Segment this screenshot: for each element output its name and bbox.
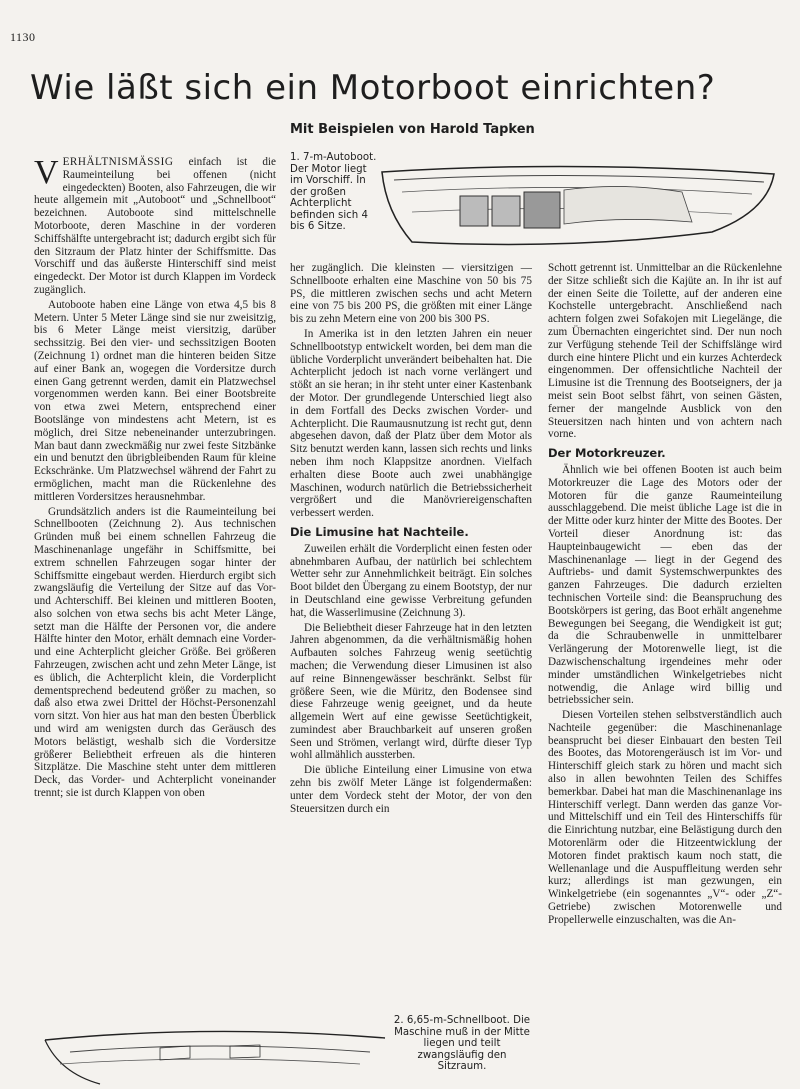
article-column-3 [548,262,782,929]
lead-caps: ERHÄLTNISMÄSSIG [62,156,174,168]
section-heading-limusine: Die Limusine hat Nachteile. [290,524,469,539]
col1-paragraph: Autoboote haben eine Länge von etwa 4,5 bis 8 Metern. Unter 5 Meter Länge sind sie nur zweisitzig, bis 6 Meter Länge meist viersitzig, darüber sechssitzig. Bei den vier- und sechssitzigen Booten (Zeichnung 1) ordnet man die hinteren beiden Sitze auf einer Bank an, wogegen die Vordersitze durch einen Gang getrennt werden, damit ein Platzwechsel vorgenommen werden kann. Bei einer Bootsbreite von etwa zwei Metern, entsprechend einer Bootslänge von mindestens acht Metern, ist es möglich, drei Sitze nebeneinander unterzubringen. Man baut dann zweckmäßig nur zwei feste Sitzbänke ein und benutzt den übrigbleibenden Raum für kleine Eckschränke. Um Platzwechsel während der Fahrt zu ermöglichen, macht man die Rückenlehne des mittleren Vordersitzes herausnehmbar. [34,298,276,503]
col3-paragraph: Ähnlich wie bei offenen Booten ist auch beim Motorkreuzer die Lage des Motors oder der Motoren für die ganze Raumeinteilung ausschlaggebend. Die meist übliche Lage ist die in der Mitte oder kurz hinter der Mitte des Bootes. Der Vorteil dieser Anordnung ist: das Haupteinbaugewicht — eben das der Maschinenanlage — liegt in der Gegend des Auftriebs- und damit Systemschwerpunktes des ganzen Fahrzeuges. Die dadurch erzielten technischen Vorteile sind: die Beanspruchung des Bootskörpers ist gering, das Boot erhält angenehme Bewegungen bei Seegang, die Wendigkeit ist gut; da die Schraubenwelle in unmittelbarer Verlängerung der Motorenwelle liegt, ist die Dazwischenschaltung irgendeines mehr oder minder umständlichen Winkelgetriebes nicht notwendig, die Anlage wird billig und betriebssicher sein. [548,463,782,707]
col1-paragraph: einfach ist die Raumeinteilung bei offenen (nicht eingedeckten) Booten, also Fahrzeugen, die wir heute allgemein mit „Autoboot“ und „Schnellboot“ bezeichnen. Autoboote sind mittelschnelle Motorboote, deren Maschine in der vorderen Schiffshälfte untergebracht ist; dadurch ergibt sich für den Sitzraum der Platz hinter der Schiffsmitte. Das Vorschiff und das äußerste Hinterschiff sind meist eingedeckt. Der Motor ist durch Klappen im Vordeck zugänglich. [34,156,276,296]
col2-paragraph: In Amerika ist in den letzten Jahren ein neuer Schnellbootstyp entwickelt worden, bei dem man die übliche Vorderplicht unverändert beibehalten hat. Die Achterplicht jedoch ist nach vorne verlängert und stößt an sie heran; in ihr steht unter einer Kastenbank der Motor. Der grundlegende Unterschied liegt also in dem Fortfall des Decks zwischen Vorder- und Achterplicht. Die Raumausnutzung ist recht gut, denn abgesehen davon, daß der Platz über dem Motor als Sitz benutzt werden kann, lassen sich rechts und links neben ihm noch Klappsitze anordnen. Vielfach erhalten diese Boote auch zwei unabhängige Maschinen, wodurch natürlich die Betriebssicherheit vergrößert und die Manövriereigenschaften verbessert werden. [290,327,532,520]
section-heading-motorkreuzer: Der Motorkreuzer. [548,446,666,461]
article-column-1 [34,156,276,802]
figure-2-speedboat-drawing [40,1018,390,1088]
col3-paragraph: Diesen Vorteilen stehen selbstverständlich auch Nachteile gegenüber: die Maschinenanlage beansprucht bei dieser Einbauart den besten Teil des Bootes, das Motorengeräusch ist im Vor- und Hinterschiff gleich stark zu hören und macht sich also in allen bewohnten Teilen des Schiffes bemerkbar. Dabei hat man die Maschinenanlage ins Hinterschiff verlegt. Dann werden das ganze Vor- und Mittelschiff und ein Teil des Hinterschiffs für die Einrichtung nutzbar, eine Belästigung durch den Motorenlärm oder die Hitzeentwicklung der Motoren findet praktisch kaum noch statt, die Wellenanlage und die Auspuffleitung werden sehr kurz; allerdings ist man gezwungen, ein Winkelgetriebe (ein sogenanntes „V“- oder „Z“-Getriebe) zwischen Motorenwelle und Propellerwelle einzuschalten, was die An- [548,709,782,926]
drop-cap: V [34,154,59,191]
article-subtitle: Mit Beispielen von Harold Tapken [290,122,535,137]
col1-paragraph: Grundsätzlich anders ist die Raumeinteilung bei Schnellbooten (Zeichnung 2). Aus technischen Gründen muß bei einem schnellen Fahrzeug die Maschinenanlage ungefähr in Schiffsmitte, bei extrem schnellen Fahrzeugen sogar hinter der Schiffsmitte eingebaut werden. Hierdurch ergibt sich zwangsläufig die Verteilung der Sitze auf das Vor- und Achterschiff. Bei kleinen und mittleren Booten, also solchen von etwa sechs bis acht Meter Länge, setzt man die Hälfte der Personen vor, die andere Hälfte hinter den Motor, erhält demnach eine Vorder- und eine Achterplicht gleicher Größe. Bei größeren Fahrzeugen, zwischen acht und zehn Meter Länge, ist es üblich, die Achterplicht klein, die Vorderplicht dementsprechend bedeutend größer zu machen, so daß also etwa zwei Drittel der Höchst-Personenzahl vorn sitzt. Von hier aus hat man den besten Überblick und wird am wenigsten durch das Geräusch des Motors belästigt, weshalb sich die Vordersitze größerer Beliebtheit erfreuen als die hinteren Sitzplätze. Die Maschine steht unter dem mittleren Deck, das Vorder- und Achterplicht voneinander trennt; sie ist durch Klappen von oben [34,505,276,800]
page-number: 1130 [10,30,36,44]
figure-2-caption: 2. 6,65-m-Schnellboot. Die Maschine muß in der Mitte liegen und teilt zwangsläufig den Sitzraum. [393,1015,531,1072]
col2-paragraph: her zugänglich. Die kleinsten — viersitzigen — Schnellboote erhalten eine Maschine von 50 bis 75 PS, die mittleren zwischen sechs und acht Metern eine von 75 bis 200 PS, die größten mit einer Länge bis zu zehn Metern eine von 200 bis 300 PS. [290,262,532,326]
article-title: Wie läßt sich ein Motorboot einrichten? [30,68,716,108]
col2-paragraph: Zuweilen erhält die Vorderplicht einen festen oder abnehmbaren Aufbau, der natürlich bei schlechtem Wetter sehr zur Annehmlichkeit beiträgt. Ein solches Boot bildet den Übergang zu einem Bootstyp, der nur in Deutschland eine gewisse Verbreitung gefunden hat, die Wasserlimusine (Zeichnung 3). [290,542,532,619]
col3-paragraph: Schott getrennt ist. Unmittelbar an die Rückenlehne der Sitze schließt sich die Kajüte an. In ihr ist auf der einen Seite die Toilette, auf der anderen eine Kochstelle untergebracht. Anschließend nach achtern folgen zwei Sofakojen mit Liegelänge, die zum Übernachten eingerichtet sind. Der nun noch zur Verfügung stehende Teil der Schiffslänge wird durch eine hintere Plicht und ein kurzes Achterdeck eingenommen. Der offensichtliche Nachteil der Limusine ist die Trennung des Bootseigners, der ja meist sein Boot selbst fährt, von seinen Gästen, ferner der mangelnde Ausblick von den Steuersitzen nach hinten und von achtern nach vorne. [548,262,782,441]
col2-paragraph: Die Beliebtheit dieser Fahrzeuge hat in den letzten Jahren abgenommen, da die verhältnismäßig hohen Aufbauten solches Fahrzeug wenig seetüchtig machen; die Verwendung dieser Limusinen ist also auf reine Binnengewässer beschränkt. Selbst für größere Seen, wie die Müritz, den Bodensee sind diese Fahrzeuge wenig geeignet, und da heute allgemein Wert auf eine gewisse Seetüchtigkeit, zumindest aber Brauchbarkeit auf unseren großen Seen und Strömen, verlangt wird, dürfte dieser Typ wohl allmählich aussterben. [290,621,532,762]
figure-1-caption: 1. 7-m-Autoboot. Der Motor liegt im Vorschiff. In der großen Achterplicht befinden sich 4 bis 6 Sitze. [290,152,377,232]
figure-1-autoboat-drawing [372,152,782,252]
col2-paragraph: Die übliche Einteilung einer Limusine von etwa zehn bis zwölf Meter Länge ist folgendermaßen: unter dem Vordeck steht der Motor, der von den Steuersitzen durch ein [290,764,532,815]
article-column-2 [290,262,532,817]
